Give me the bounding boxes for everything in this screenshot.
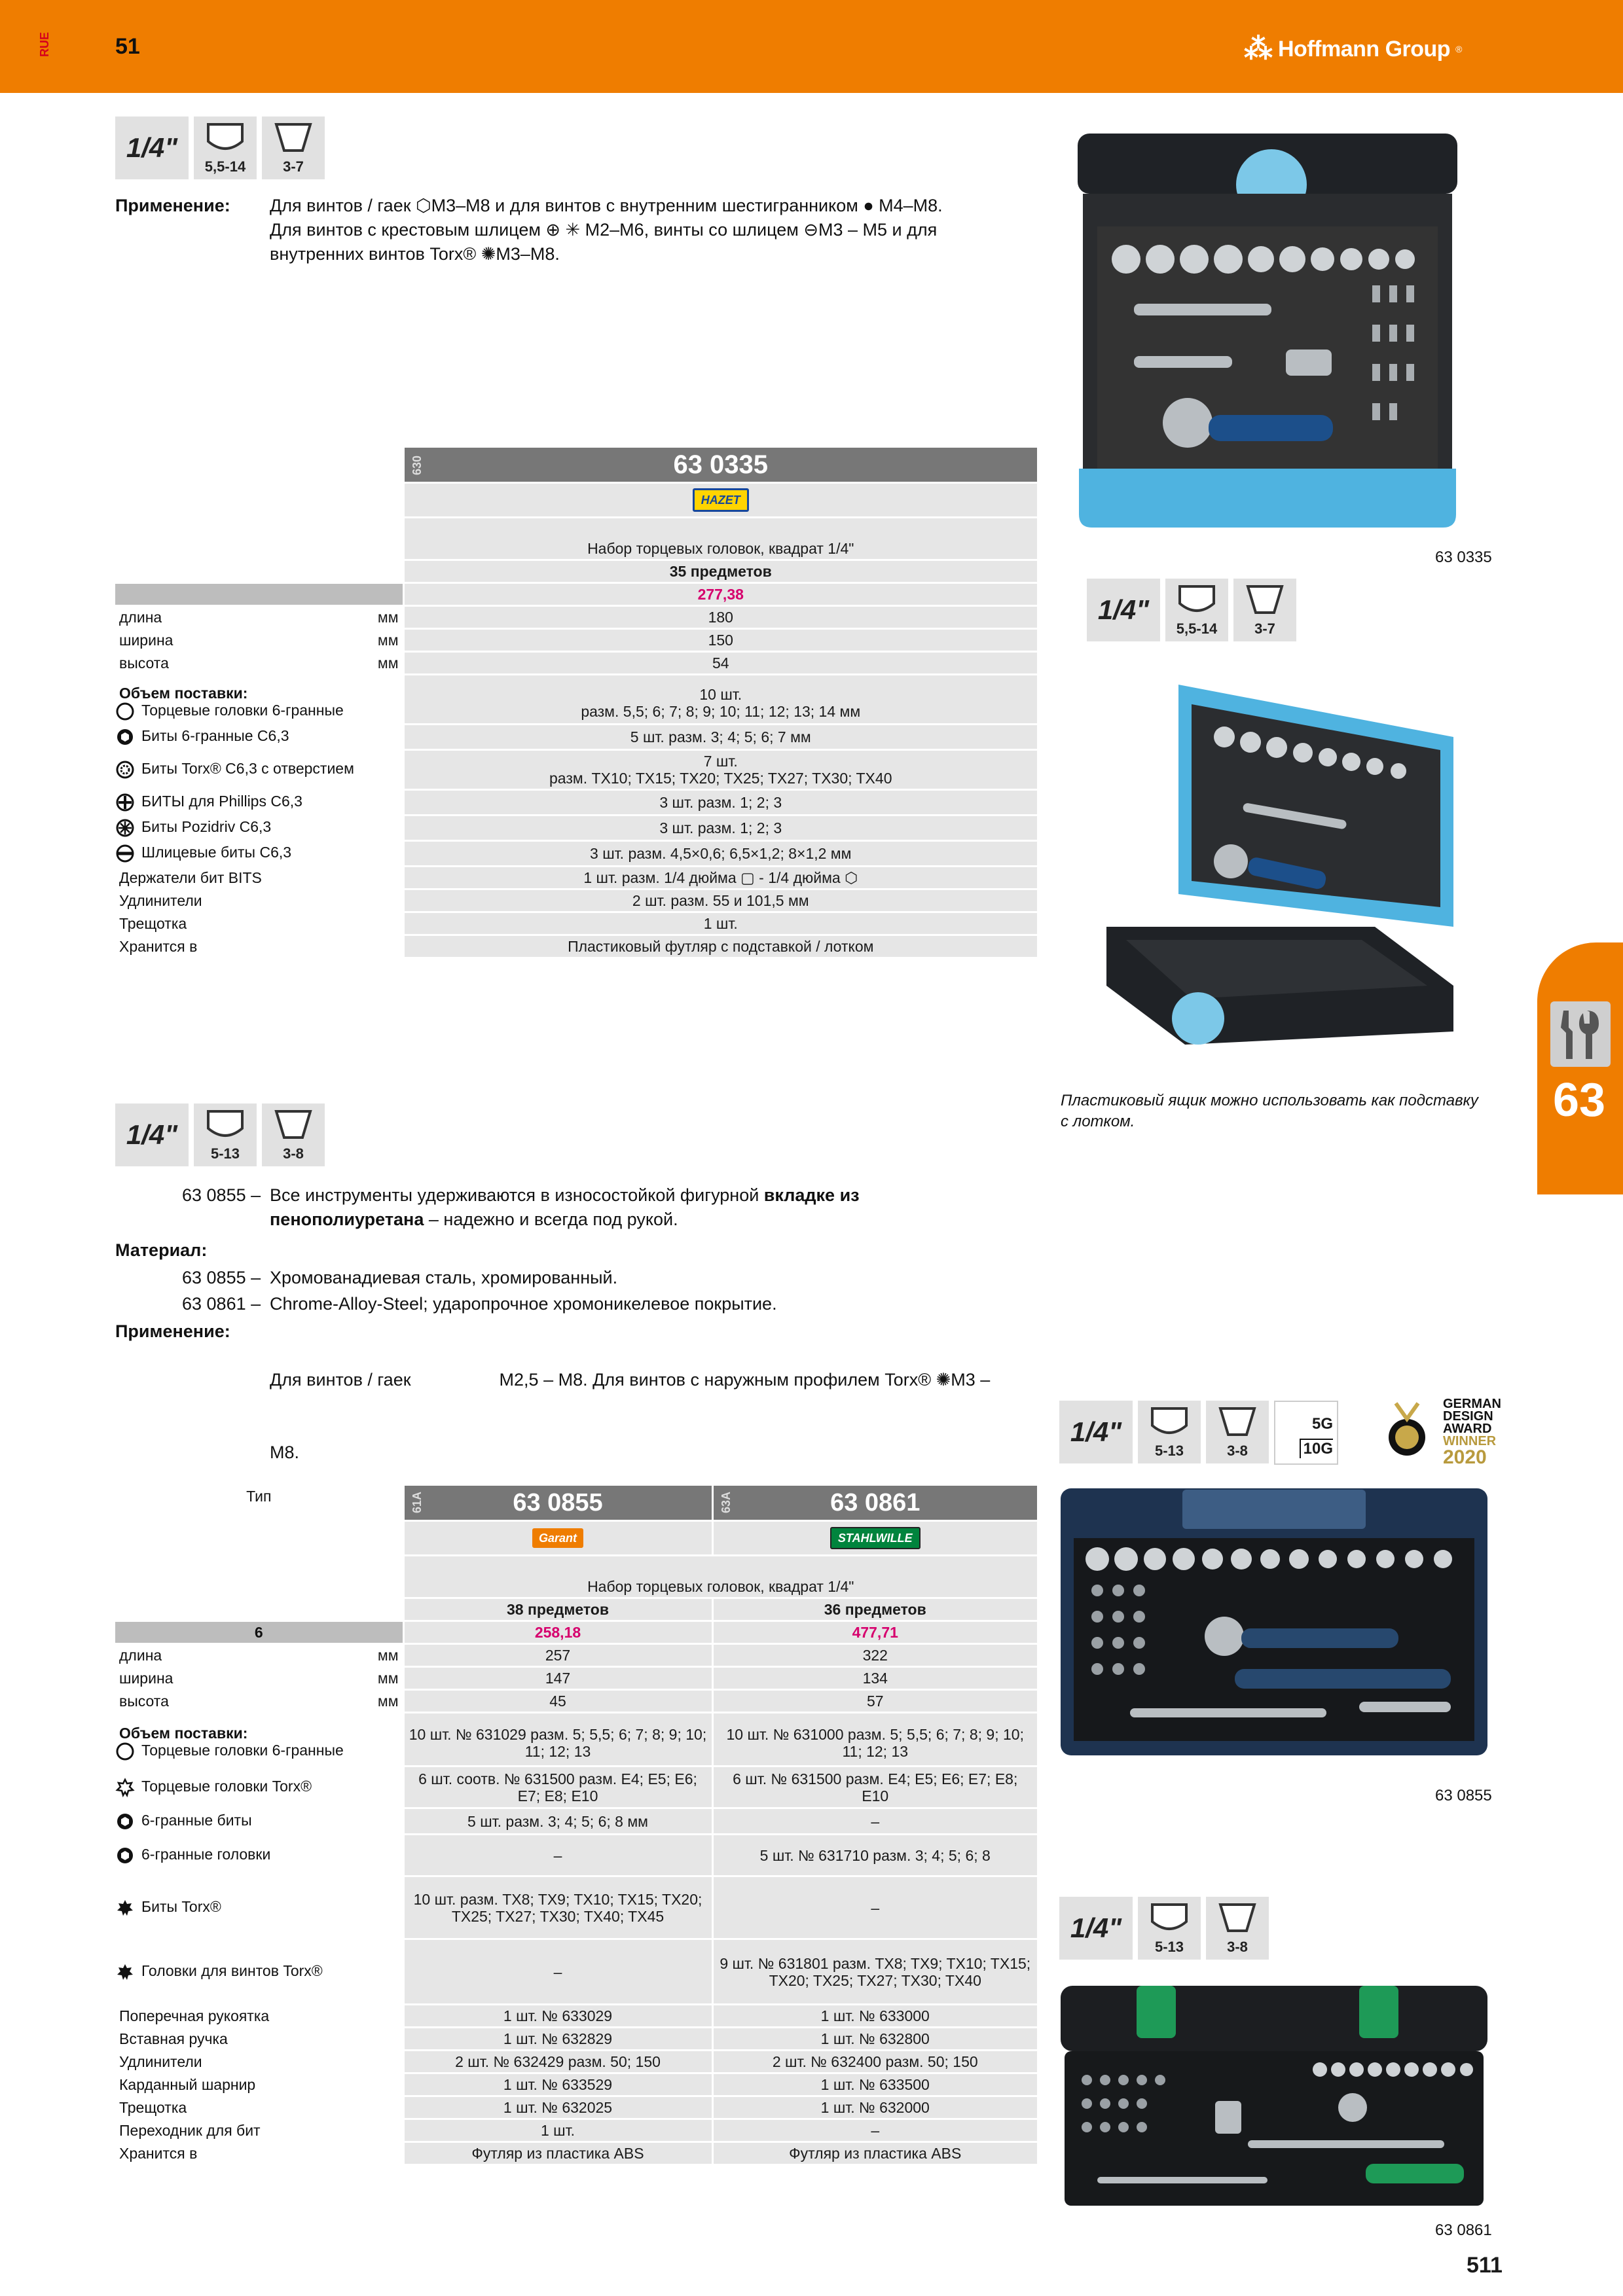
award-line: AWARD <box>1443 1422 1492 1436</box>
socket-icon <box>1177 584 1216 617</box>
row-value: 150 <box>403 629 1037 652</box>
group-code: 61A <box>410 1491 424 1513</box>
row-unit: мм <box>312 1690 403 1713</box>
insert-text-bold: вкладке из <box>763 1185 860 1205</box>
bit-range: 3-8 <box>283 1145 304 1162</box>
bit-range-chip <box>262 117 325 179</box>
scope-v2: – <box>712 1876 1037 1939</box>
size-chips-right-2 <box>1059 1401 1338 1465</box>
row-label: ширина <box>115 629 312 652</box>
scope-item-value: 3 шт. разм. 1; 2; 3 <box>403 816 1037 841</box>
hex-socket-icon <box>115 702 135 721</box>
type-label: Тип <box>115 1486 403 1521</box>
size-chips-1 <box>115 117 325 179</box>
section-tab <box>1537 942 1623 1194</box>
row-value: 257 <box>403 1644 712 1667</box>
scope-item-value: 3 шт. разм. 4,5×0,6; 6,5×1,2; 8×1,2 мм <box>403 841 1037 867</box>
value-line: 7 шт. <box>703 753 738 770</box>
scope-item-label: Держатели бит BITS <box>115 867 403 889</box>
insert-text-bold: пенополиуретана <box>270 1210 424 1229</box>
scope-v2: Футляр из пластика ABS <box>712 2142 1037 2165</box>
bit-range: 3-8 <box>1227 1939 1248 1955</box>
pozidriv-icon <box>115 818 135 838</box>
hazet-logo: HAZET <box>693 488 749 512</box>
scope-item-value: 5 шт. разм. 3; 4; 5; 6; 7 мм <box>403 725 1037 750</box>
scope-item-value <box>403 675 1037 725</box>
photo-caption: 63 0335 <box>1435 548 1492 566</box>
article-number-cell <box>403 448 1037 483</box>
scope-row <box>115 1939 403 2005</box>
material-code: 63 0855 – <box>182 1268 261 1287</box>
material-label: Материал: <box>115 1240 208 1260</box>
scope-row <box>115 1713 403 1767</box>
group-code: 63A <box>719 1491 733 1513</box>
award-year: 2020 <box>1443 1446 1487 1468</box>
brand-cell <box>403 483 1037 518</box>
torx-bit-icon <box>115 1962 135 1982</box>
description: Набор торцевых головок, квадрат 1/4" <box>403 1556 1037 1598</box>
value-line: 10 шт. <box>699 686 742 703</box>
scope-item-label: БИТЫ для Phillips C6,3 <box>141 793 302 810</box>
article-number-cell <box>712 1486 1037 1521</box>
scope-item-value: 1 шт. разм. 1/4 дюйма ▢ - 1/4 дюйма ⬡ <box>403 867 1037 889</box>
bit-range: 3-7 <box>283 158 304 175</box>
bit-range: 3-7 <box>1254 620 1275 637</box>
scope-v2: 9 шт. № 631801 разм. TX8; TX9; TX10; TX15; TX20; TX25; TX27; TX30; TX40 <box>712 1939 1037 2005</box>
row-value: 147 <box>403 1667 712 1690</box>
row-value: 134 <box>712 1667 1037 1690</box>
bit-range-chip <box>1206 1401 1269 1463</box>
scope-item-value: Пластиковый футляр с подставкой / лотком <box>403 935 1037 958</box>
application-line: внутренних винтов Torx® ✺М3–М8. <box>270 244 560 264</box>
scope-row <box>115 1876 403 1939</box>
article-number: 63 0855 <box>513 1489 603 1516</box>
application-label-2: Применение: <box>115 1321 230 1341</box>
scope-item-label: Шлицевые биты C6,3 <box>141 844 292 861</box>
application-line: Для винтов / гаек М2,5 – М8. Для винтов с наружным профилем Torx® ✺М3 – <box>270 1370 991 1390</box>
scope-item-label: Удлинители <box>115 889 403 912</box>
row-label: длина <box>115 606 312 629</box>
bit-range-chip <box>262 1103 325 1166</box>
product-photo-63-0861 <box>1058 1983 1490 2210</box>
bit-range-chip <box>1206 1897 1269 1960</box>
description: Набор торцевых головок, квадрат 1/4" <box>403 518 1037 560</box>
logo-mark-icon: ⁂ <box>1244 33 1273 65</box>
row-value: 180 <box>403 606 1037 629</box>
size-chips-right-3 <box>1059 1897 1269 1960</box>
drive-size-chip: 1/4" <box>1059 1401 1133 1463</box>
socket-range-chip <box>194 117 257 179</box>
row-label: длина <box>115 1644 312 1667</box>
insert-text-part: – надежно и всегда под рукой. <box>424 1210 678 1229</box>
socket-range-chip <box>1165 579 1228 641</box>
scope-item-value: 3 шт. разм. 1; 2; 3 <box>403 790 1037 816</box>
scope-v1: 1 шт. № 632829 <box>403 2028 712 2051</box>
item-count: 38 предметов <box>403 1598 712 1621</box>
article-number: 63 0335 <box>673 450 769 479</box>
row-label: ширина <box>115 1667 312 1690</box>
scope-item-label: 6-гранные биты <box>141 1811 252 1829</box>
application-line: М8. <box>270 1443 300 1462</box>
scope-item-label: Торцевые головки Torx® <box>141 1777 312 1795</box>
section-number: 63 <box>1552 1074 1606 1126</box>
price: 258,18 <box>403 1621 712 1644</box>
photo-caption-stand <box>1061 1090 1506 1132</box>
insert-text <box>270 1183 1042 1232</box>
caption-line: Пластиковый ящик можно использовать как подставку <box>1061 1092 1478 1109</box>
material-text: Хромованадиевая сталь, хромированный. <box>270 1268 618 1287</box>
scope-item-label: Переходник для бит <box>115 2119 403 2142</box>
torx-socket-icon <box>115 1778 135 1797</box>
drive-size-chip: 1/4" <box>115 117 189 179</box>
row-label: высота <box>115 1690 312 1713</box>
item-count: 35 предметов <box>403 560 1037 583</box>
logo-registered: ® <box>1455 44 1463 54</box>
socket-range: 5-13 <box>1154 1939 1184 1955</box>
scope-item-label: Хранится в <box>115 935 403 958</box>
caption-line: с лотком. <box>1061 1113 1135 1130</box>
stahlwille-logo: STAHLWILLE <box>830 1527 921 1549</box>
scope-row <box>115 750 403 790</box>
scope-v1: 1 шт. <box>403 2119 712 2142</box>
scope-v1: – <box>403 1939 712 2005</box>
scope-v2: – <box>712 2119 1037 2142</box>
language-code: RUE <box>38 32 51 58</box>
scope-item-label: Биты Torx® <box>141 1897 221 1915</box>
size-chips-right-1 <box>1087 579 1296 641</box>
hex-key-icon <box>1245 584 1285 617</box>
hex-key-icon <box>1218 1902 1257 1935</box>
fit-grade-chip <box>1274 1401 1338 1465</box>
article-number: 63 0861 <box>830 1489 921 1516</box>
scope-v1: 1 шт. № 633029 <box>403 2005 712 2028</box>
scope-v2: 10 шт. № 631000 разм. 5; 5,5; 6; 7; 8; 9; 10; 11; 12; 13 <box>712 1713 1037 1767</box>
photo-caption: 63 0855 <box>1435 1787 1492 1804</box>
product-photo-63-0335 <box>1071 128 1464 534</box>
scope-label: Объем поставки: <box>119 685 248 702</box>
hex-bit-icon <box>115 1846 135 1865</box>
application-line: Для винтов с крестовым шлицем ⊕ ✳ М2–М6, винты со шлицем ⊖М3 – М5 и для <box>270 220 938 240</box>
row-label: высота <box>115 652 312 675</box>
fit-grade-top: 5G <box>1311 1415 1333 1433</box>
price: 477,71 <box>712 1621 1037 1644</box>
award-medal-icon <box>1387 1397 1427 1469</box>
scope-v1: 2 шт. № 632429 разм. 50; 150 <box>403 2051 712 2073</box>
price: 277,38 <box>403 583 1037 606</box>
socket-icon <box>1150 1406 1189 1439</box>
socket-range: 5-13 <box>210 1145 240 1162</box>
price-label: 6 <box>115 1621 403 1644</box>
bit-range: 3-8 <box>1227 1443 1248 1459</box>
scope-label: Объем поставки: <box>119 1725 248 1742</box>
hex-bit-icon <box>115 1812 135 1831</box>
product-photo-63-0855 <box>1058 1486 1490 1758</box>
award-line: WINNER <box>1443 1434 1497 1448</box>
item-count: 36 предметов <box>712 1598 1037 1621</box>
group-code: 630 <box>410 455 424 475</box>
scope-item-label: Удлинители <box>115 2051 403 2073</box>
value-line: разм. TX10; TX15; TX20; TX25; TX27; TX30; TX40 <box>549 770 892 787</box>
scope-row <box>115 816 403 841</box>
phillips-icon <box>115 793 135 812</box>
price-label-cell <box>115 583 403 606</box>
socket-icon <box>206 1109 245 1141</box>
row-value: 54 <box>403 652 1037 675</box>
scope-item-label: Хранится в <box>115 2142 403 2165</box>
brand-cell <box>403 1521 712 1556</box>
brand-cell <box>712 1521 1037 1556</box>
material-code: 63 0861 – <box>182 1294 261 1314</box>
scope-v2: 1 шт. № 633000 <box>712 2005 1037 2028</box>
scope-item-label: Вставная ручка <box>115 2028 403 2051</box>
tools-icon <box>1550 1001 1611 1067</box>
spec-table-63-0335 <box>115 448 1037 959</box>
insert-code: 63 0855 – <box>182 1185 261 1205</box>
scope-row <box>115 1835 403 1876</box>
hoffmann-group-logo <box>1244 31 1462 67</box>
german-design-award-badge <box>1387 1393 1504 1475</box>
scope-item-label: Поперечная рукоятка <box>115 2005 403 2028</box>
hex-bit-icon <box>115 727 135 747</box>
product-photo-63-0335-stand <box>1100 678 1467 1064</box>
torx-bit-icon <box>115 1898 135 1918</box>
scope-item-label: Торцевые головки 6-гранные <box>141 702 344 719</box>
scope-row <box>115 675 403 725</box>
scope-v1: – <box>403 1835 712 1876</box>
scope-v1: 10 шт. разм. TX8; TX9; TX10; TX15; TX20; TX25; TX27; TX30; TX40; TX45 <box>403 1876 712 1939</box>
application-line: Для винтов / гаек ⬡М3–М8 и для винтов с внутренним шестигранником ● М4–М8. <box>270 196 943 215</box>
scope-v2: 1 шт. № 632000 <box>712 2096 1037 2119</box>
scope-v1: 10 шт. № 631029 разм. 5; 5,5; 6; 7; 8; 9; 10; 11; 12; 13 <box>403 1713 712 1767</box>
scope-item-label: Биты Torx® C6,3 с отверстием <box>141 760 354 778</box>
scope-v2: 2 шт. № 632400 разм. 50; 150 <box>712 2051 1037 2073</box>
slotted-icon <box>115 844 135 863</box>
scope-item-label: Трещотка <box>115 2096 403 2119</box>
scope-v1: 1 шт. № 633529 <box>403 2073 712 2096</box>
row-value: 57 <box>712 1690 1037 1713</box>
spec-table-63-0855-0861 <box>115 1486 1037 2166</box>
scope-row <box>115 1767 403 1808</box>
drive-size-chip: 1/4" <box>115 1103 189 1166</box>
scope-item-label: Трещотка <box>115 912 403 935</box>
scope-row <box>115 841 403 867</box>
row-unit: мм <box>312 652 403 675</box>
scope-item-label: Биты Pozidriv C6,3 <box>141 818 272 836</box>
scope-v1: Футляр из пластика ABS <box>403 2142 712 2165</box>
socket-icon <box>206 122 245 154</box>
award-line: GERMAN <box>1443 1397 1501 1411</box>
insert-text-part: Все инструменты удерживаются в износостойкой фигурной <box>270 1185 764 1205</box>
scope-item-value: 1 шт. <box>403 912 1037 935</box>
scope-v2: 1 шт. № 633500 <box>712 2073 1037 2096</box>
scope-item-label: Биты 6-гранные C6,3 <box>141 727 289 745</box>
garant-logo: Garant <box>532 1528 583 1548</box>
material-text: Chrome-Alloy-Steel; ударопрочное хромоникелевое покрытие. <box>270 1294 777 1314</box>
fit-grade-bottom: 10G <box>1300 1439 1333 1458</box>
scope-v1: 6 шт. соотв. № 631500 разм. E4; E5; E6; E7; E8; E10 <box>403 1767 712 1808</box>
scope-row <box>115 1808 403 1835</box>
row-unit: мм <box>312 1644 403 1667</box>
row-value: 45 <box>403 1690 712 1713</box>
row-unit: мм <box>312 629 403 652</box>
torx-hole-icon <box>115 760 135 780</box>
row-unit: мм <box>312 606 403 629</box>
chapter-page-number: 51 <box>115 34 140 59</box>
drive-size-chip: 1/4" <box>1087 579 1160 641</box>
scope-v2: – <box>712 1808 1037 1835</box>
scope-v2: 6 шт. № 631500 разм. E4; E5; E6; E7; E8; E10 <box>712 1767 1037 1808</box>
scope-v2: 1 шт. № 632800 <box>712 2028 1037 2051</box>
scope-row <box>115 790 403 816</box>
scope-v2: 5 шт. № 631710 разм. 3; 4; 5; 6; 8 <box>712 1835 1037 1876</box>
photo-caption: 63 0861 <box>1435 2221 1492 2239</box>
scope-item-label: Головки для винтов Torx® <box>141 1962 323 1979</box>
bit-range-chip <box>1233 579 1296 641</box>
hex-socket-icon <box>115 1742 135 1761</box>
article-number-cell <box>403 1486 712 1521</box>
hex-key-icon <box>274 122 313 154</box>
scope-item-label: Карданный шарнир <box>115 2073 403 2096</box>
socket-range-chip <box>1138 1897 1201 1960</box>
row-value: 322 <box>712 1644 1037 1667</box>
application-label-1: Применение: <box>115 196 230 215</box>
logo-text: Hoffmann Group <box>1278 36 1451 62</box>
socket-range: 5,5-14 <box>204 158 246 175</box>
application-text-1 <box>270 194 1042 266</box>
socket-range: 5-13 <box>1154 1443 1184 1459</box>
scope-item-label: Торцевые головки 6-гранные <box>141 1742 344 1759</box>
award-line: DESIGN <box>1443 1409 1493 1424</box>
scope-row <box>115 725 403 750</box>
socket-range-chip <box>194 1103 257 1166</box>
page-number: 511 <box>1467 2253 1503 2278</box>
scope-item-value: 2 шт. разм. 55 и 101,5 мм <box>403 889 1037 912</box>
scope-v1: 1 шт. № 632025 <box>403 2096 712 2119</box>
scope-item-value <box>403 750 1037 790</box>
socket-icon <box>1150 1902 1189 1935</box>
scope-item-label: 6-гранные головки <box>141 1845 271 1863</box>
hex-key-icon <box>1218 1406 1257 1439</box>
size-chips-2 <box>115 1103 325 1166</box>
socket-range: 5,5-14 <box>1176 620 1218 637</box>
drive-size-chip: 1/4" <box>1059 1897 1133 1960</box>
row-unit: мм <box>312 1667 403 1690</box>
socket-range-chip <box>1138 1401 1201 1463</box>
hex-key-icon <box>274 1109 313 1141</box>
scope-v1: 5 шт. разм. 3; 4; 5; 6; 8 мм <box>403 1808 712 1835</box>
value-line: разм. 5,5; 6; 7; 8; 9; 10; 11; 12; 13; 14 мм <box>581 703 861 720</box>
